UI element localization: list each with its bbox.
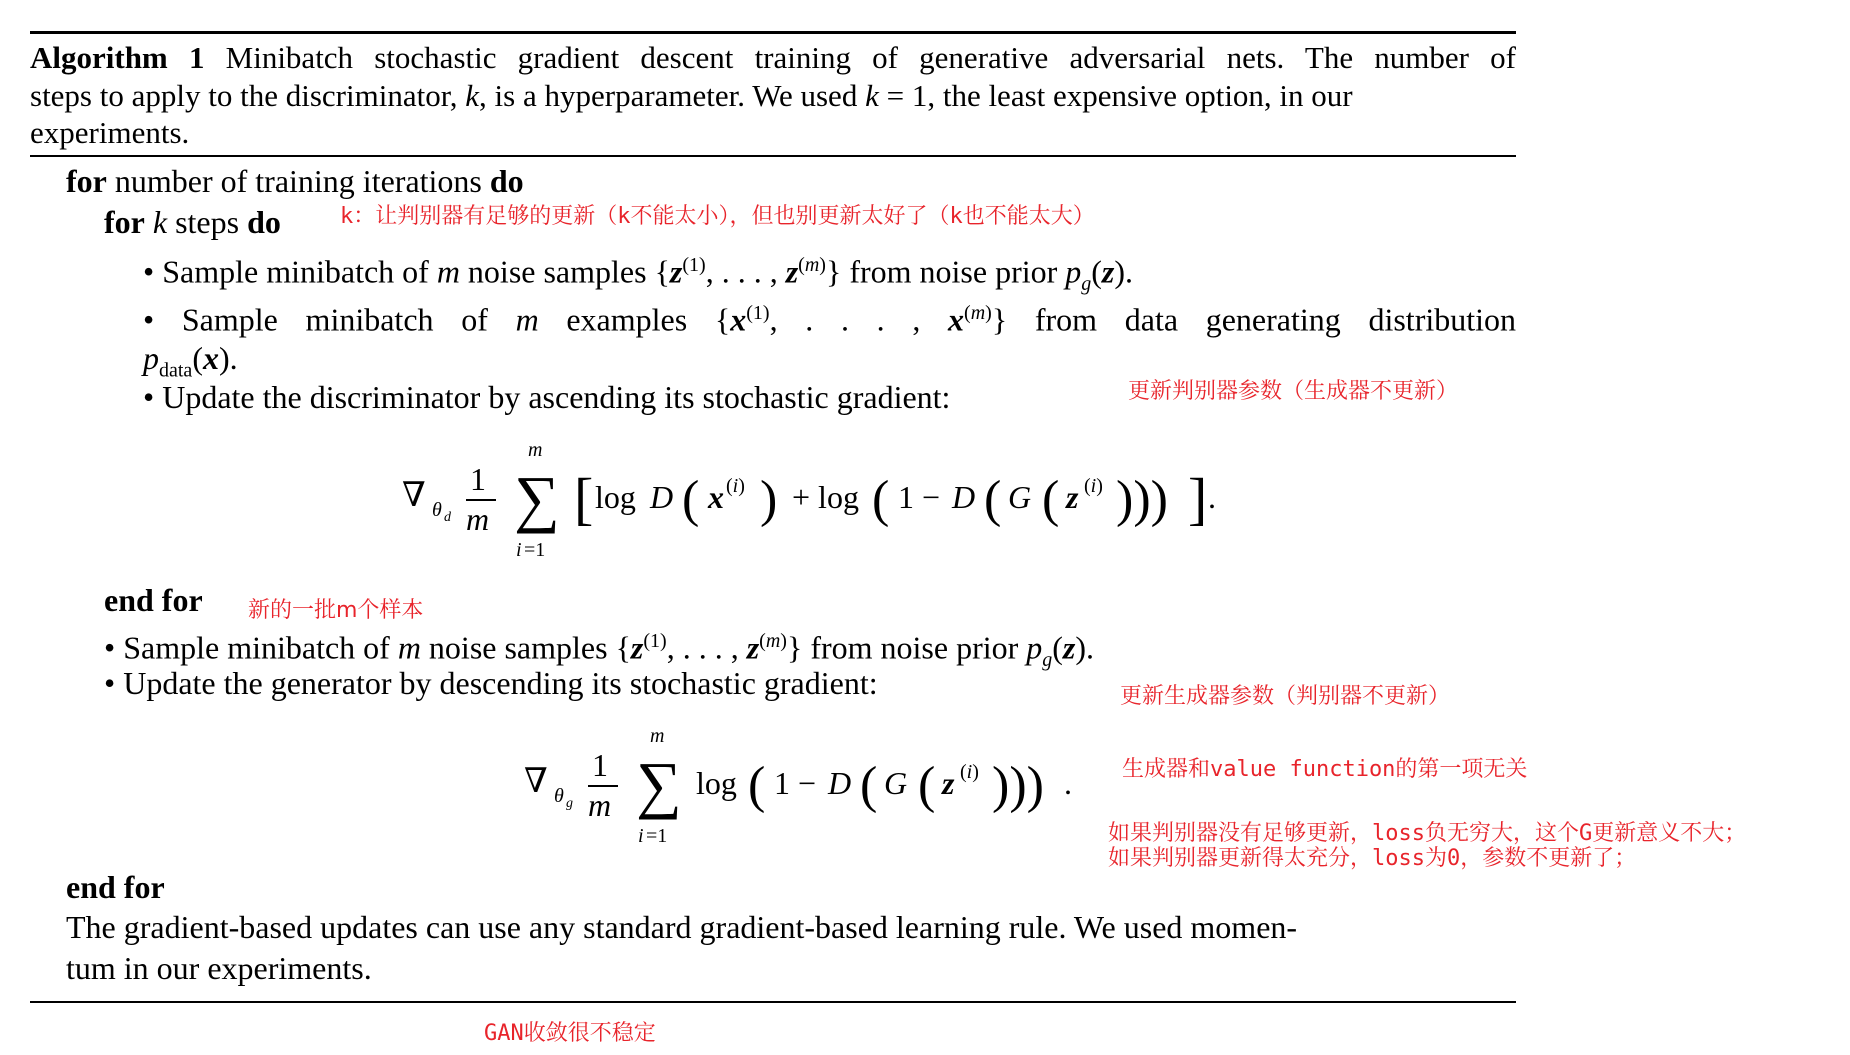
svg-text:.: . (1208, 479, 1216, 515)
svg-text:(: ( (1042, 471, 1060, 528)
svg-text:m: m (466, 501, 490, 537)
svg-text:∇: ∇ (524, 763, 548, 800)
svg-text:1: 1 (592, 747, 608, 783)
svg-text:z: z (942, 765, 955, 801)
value-function-annotation: 生成器和value function的第一项无关 (1122, 757, 1528, 782)
svg-text:D: D (828, 765, 852, 801)
svg-text:): ) (760, 471, 778, 528)
svg-text:(: ( (872, 471, 890, 528)
svg-text:∑: ∑ (636, 749, 682, 820)
bottom-rule (30, 1001, 1516, 1003)
gen-annotation: 更新生成器参数（判别器不更新） (1120, 684, 1451, 709)
svg-text:=1: =1 (524, 539, 546, 561)
svg-text:∇: ∇ (402, 477, 426, 514)
svg-text:1: 1 (470, 461, 486, 497)
caption-line-2: steps to apply to the discriminator, k, is a hyperparameter. We used k = 1, the least expensive option, in our (30, 78, 1353, 113)
step-update-discriminator: • Update the discriminator by ascending its stochastic gradient: (143, 379, 951, 415)
batch-annotation: 新的一批m个样本 (248, 598, 424, 623)
svg-text:(: ( (918, 757, 936, 814)
svg-text:log: log (696, 765, 737, 801)
caption-line-3: experiments. (30, 115, 190, 150)
svg-text:D: D (650, 479, 674, 515)
svg-text:D: D (952, 479, 976, 515)
svg-text:m: m (588, 787, 612, 823)
svg-text:))): ))) (992, 757, 1044, 814)
step-sample-noise-gen: • Sample minibatch of m noise samples {$z^{(1)}$, . . . , $z^{(m)}$} from noise prior $p_g(z)$. (104, 629, 1095, 672)
svg-text:[: [ (574, 466, 594, 531)
svg-text:(i): (i) (726, 475, 745, 497)
svg-text:1 −: 1 − (774, 765, 817, 801)
discriminator-gradient-equation (402, 440, 1252, 578)
svg-text:m: m (650, 725, 665, 747)
for-inner-line: for k steps do (104, 204, 281, 240)
end-for-outer: end for (66, 869, 165, 905)
caption-rule (30, 155, 1516, 157)
svg-text:G: G (1008, 479, 1032, 515)
svg-text:))): ))) (1116, 471, 1168, 528)
step-sample-examples-cont: $p_{data}(x)$. (143, 340, 238, 382)
svg-text:m: m (528, 439, 543, 461)
generator-gradient-equation (524, 726, 1104, 861)
for-outer-line: for number of training iterations do (66, 163, 524, 199)
step-sample-examples: • Sample minibatch of m examples {$x^{(1)}$, . . . , $x^{(m)}$} from data generating distribution (143, 301, 1517, 338)
svg-text:d: d (444, 510, 451, 525)
svg-text:(: ( (860, 757, 878, 814)
svg-text:(: ( (748, 757, 766, 814)
disc-annotation: 更新判别器参数（生成器不更新） (1128, 379, 1459, 404)
svg-text:g: g (566, 796, 573, 811)
step-update-generator: • Update the generator by descending its stochastic gradient: (104, 665, 878, 701)
caption-line-1 (30, 39, 1516, 77)
svg-text:]: ] (1188, 466, 1208, 531)
loss-annotation-2: 如果判别器更新得太充分，loss为0，参数不更新了； (1108, 846, 1637, 871)
gan-annotation: GAN收敛很不稳定 (484, 1021, 656, 1046)
svg-text:G: G (884, 765, 908, 801)
svg-text:θ: θ (554, 785, 564, 807)
svg-text:+ log: + log (792, 479, 859, 515)
svg-text:(: ( (984, 471, 1002, 528)
discriminator-equation-svg (402, 440, 1252, 570)
svg-text:z: z (1066, 479, 1079, 515)
generator-equation-svg (524, 726, 1104, 856)
top-rule (30, 31, 1516, 34)
svg-text:(: ( (682, 471, 700, 528)
caption-text-1: Minibatch stochastic gradient descent training of generative adversarial nets. The number of (225, 40, 1516, 75)
svg-text:i: i (638, 825, 644, 847)
step-sample-noise: • Sample minibatch of m noise samples {$z^{(1)}$, . . . , $z^{(m)}$} from noise prior $p_g(z)$. (143, 253, 1134, 296)
end-for-inner: end for (104, 582, 203, 618)
svg-text:θ: θ (432, 499, 442, 521)
svg-text:log: log (595, 479, 636, 515)
svg-text:(i): (i) (960, 761, 979, 783)
footer-line-1: The gradient-based updates can use any standard gradient-based learning rule. We used momen- (66, 909, 1298, 945)
svg-text:=1: =1 (646, 825, 668, 847)
algorithm-label: Algorithm 1 (30, 40, 205, 75)
svg-text:x: x (708, 479, 724, 515)
svg-text:.: . (1064, 765, 1072, 801)
footer-line-2: tum in our experiments. (66, 950, 372, 986)
svg-text:1 −: 1 − (898, 479, 941, 515)
loss-annotation-1: 如果判别器没有足够更新，loss负无穷大，这个G更新意义不大； (1108, 821, 1747, 846)
k-annotation: k：让判别器有足够的更新（k不能太小），但也别更新太好了（k也不能太大） (340, 204, 1095, 229)
svg-text:(i): (i) (1084, 475, 1103, 497)
svg-text:∑: ∑ (514, 463, 560, 534)
svg-text:i: i (516, 539, 522, 561)
